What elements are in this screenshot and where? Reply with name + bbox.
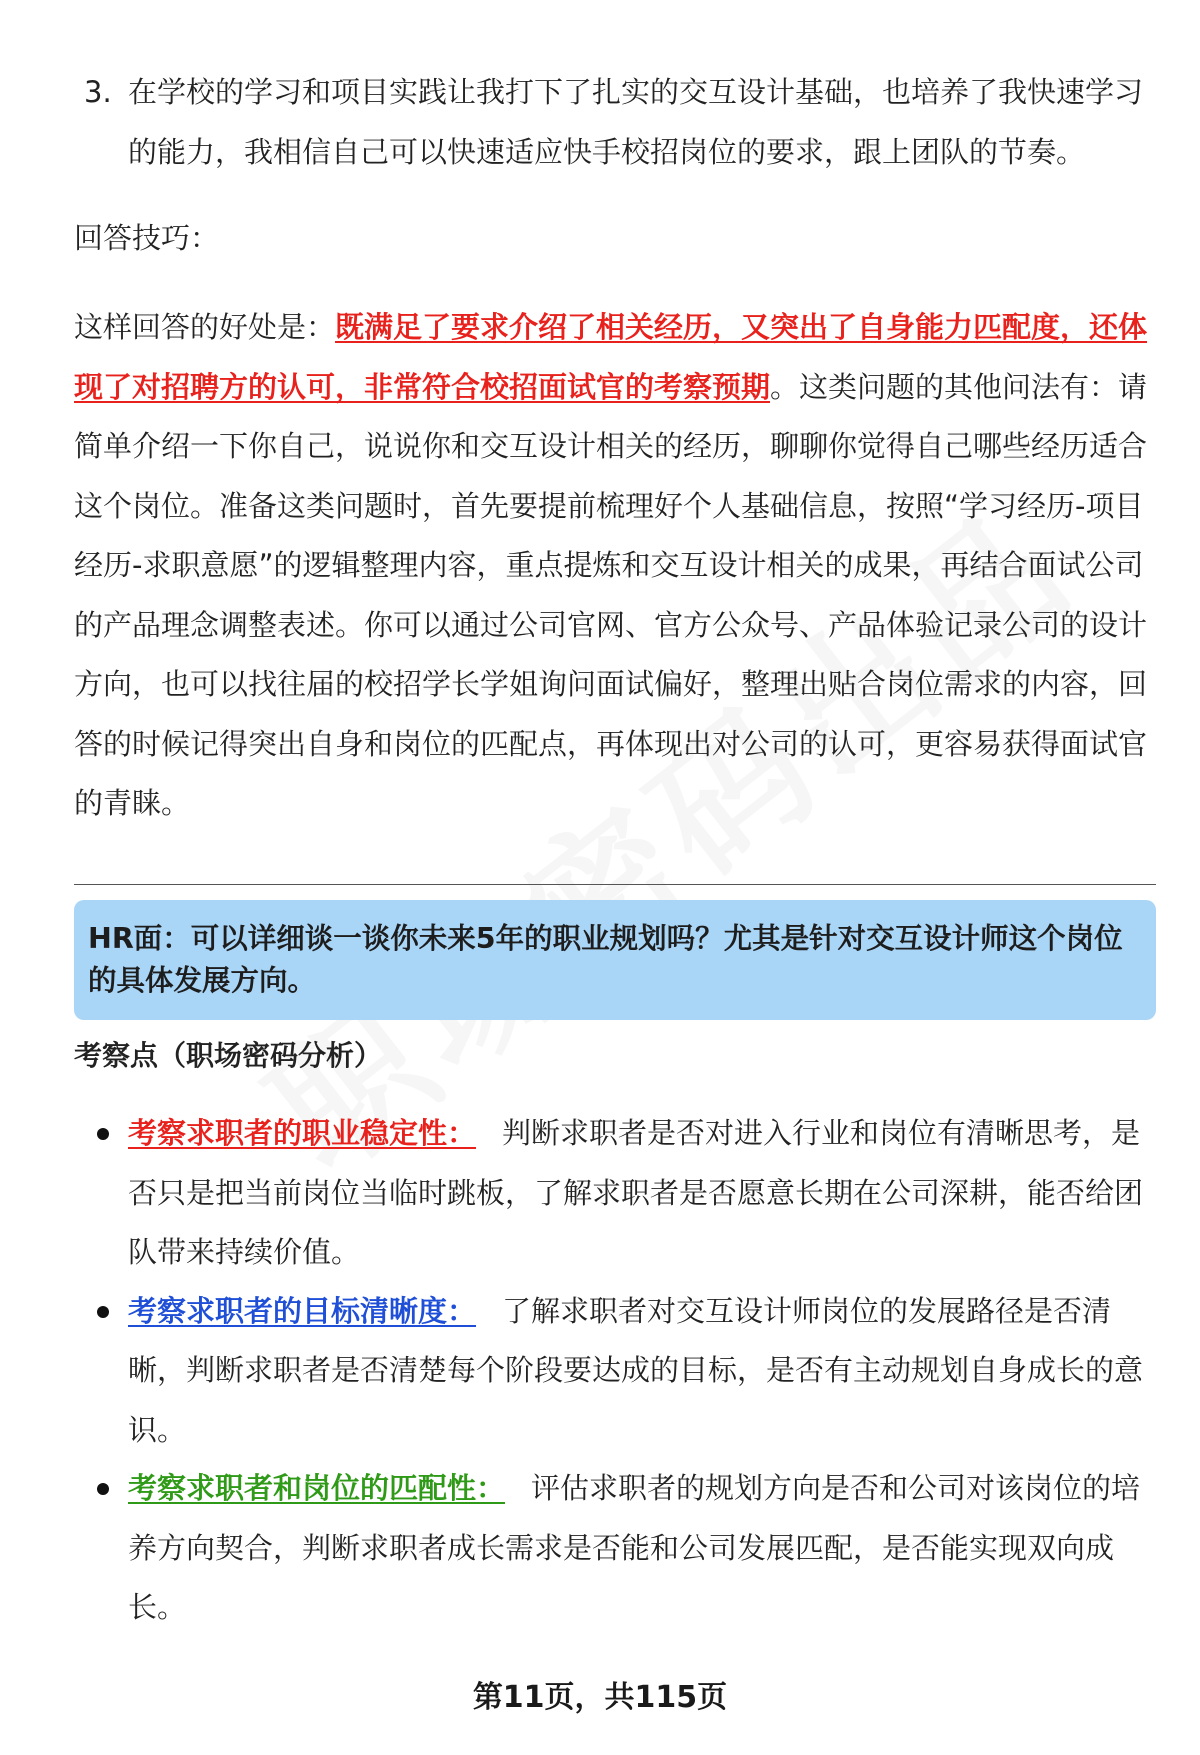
- list-item: [74, 1282, 1156, 1461]
- answer-rest: 。这类问题的其他问法有：请简单介绍一下你自己，说说你和交互设计相关的经历，聊聊你觉得自己哪些经历适合这个岗位。准备这类问题时，首先要提前梳理好个人基础信息，按照“学习经历-项目经历-求职意愿”的逻辑整理内容，重点提炼和交互设计相关的成果，再结合面试公司的产品理念调整表述。你可以通过公司官网、官方公众号、产品体验记录公司的设计方向，也可以找往届的校招学长学姐询问面试偏好，整理出贴合岗位需求的内容，回答的时候记得突出自身和岗位的匹配点，再体现出对公司的认可，更容易获得面试官的青睐。: [74, 369, 1148, 820]
- bullet-icon: [97, 1483, 109, 1495]
- answer-paragraph: [74, 298, 1154, 834]
- bullet-icon: [97, 1306, 109, 1318]
- page-number: 第11页，共115页: [472, 1680, 728, 1715]
- bullet-label: 考察求职者的职业稳定性：: [128, 1116, 477, 1150]
- bullet-text: 判断求职者是否对进入行业和岗位有清晰思考，是否只是把当前岗位当临时跳板，了解求职者是否愿意长期在公司深耕，能否给团队带来持续价值。: [128, 1116, 1144, 1269]
- hr-question-text: HR面：可以详细谈一谈你未来5年的职业规划吗？尤其是针对交互设计师这个岗位的具体发展方向。: [88, 922, 1123, 997]
- bullet-label: 考察求职者和岗位的匹配性：: [128, 1471, 506, 1505]
- bullet-text: 评估求职者的规划方向是否和公司对该岗位的培养方向契合，判断求职者成长需求是否能和公司发展匹配，是否能实现双向成长。: [128, 1471, 1141, 1624]
- hr-question-box: [74, 900, 1156, 1020]
- item-text: 在学校的学习和项目实践让我打下了扎实的交互设计基础，也培养了我快速学习的能力，我相信自己可以快速适应快手校招岗位的要求，跟上团队的节奏。: [128, 75, 1144, 169]
- numbered-item-3: [74, 62, 1154, 182]
- answer-intro: 这样回答的好处是：: [74, 310, 336, 344]
- list-item: [74, 1459, 1156, 1638]
- bullet-text: 了解求职者对交互设计师岗位的发展路径是否清晰，判断求职者是否清楚每个阶段要达成的目标，是否有主动规划自身成长的意识。: [128, 1293, 1144, 1447]
- section-divider: [74, 884, 1156, 885]
- answer-highlight: 既满足了要求介绍了相关经历，又突出了自身能力匹配度，还体现了对招聘方的认可，非常符合校招面试官的考察预期: [74, 310, 1148, 404]
- item-number: 3.: [84, 75, 112, 109]
- list-item: [74, 1104, 1156, 1283]
- tips-heading: 回答技巧：: [74, 221, 220, 255]
- bullet-icon: [97, 1128, 109, 1140]
- bullet-label: 考察求职者的目标清晰度：: [128, 1293, 477, 1328]
- analysis-heading: 考察点（职场密码分析）: [74, 1039, 383, 1072]
- analysis-list: [74, 1104, 1156, 1637]
